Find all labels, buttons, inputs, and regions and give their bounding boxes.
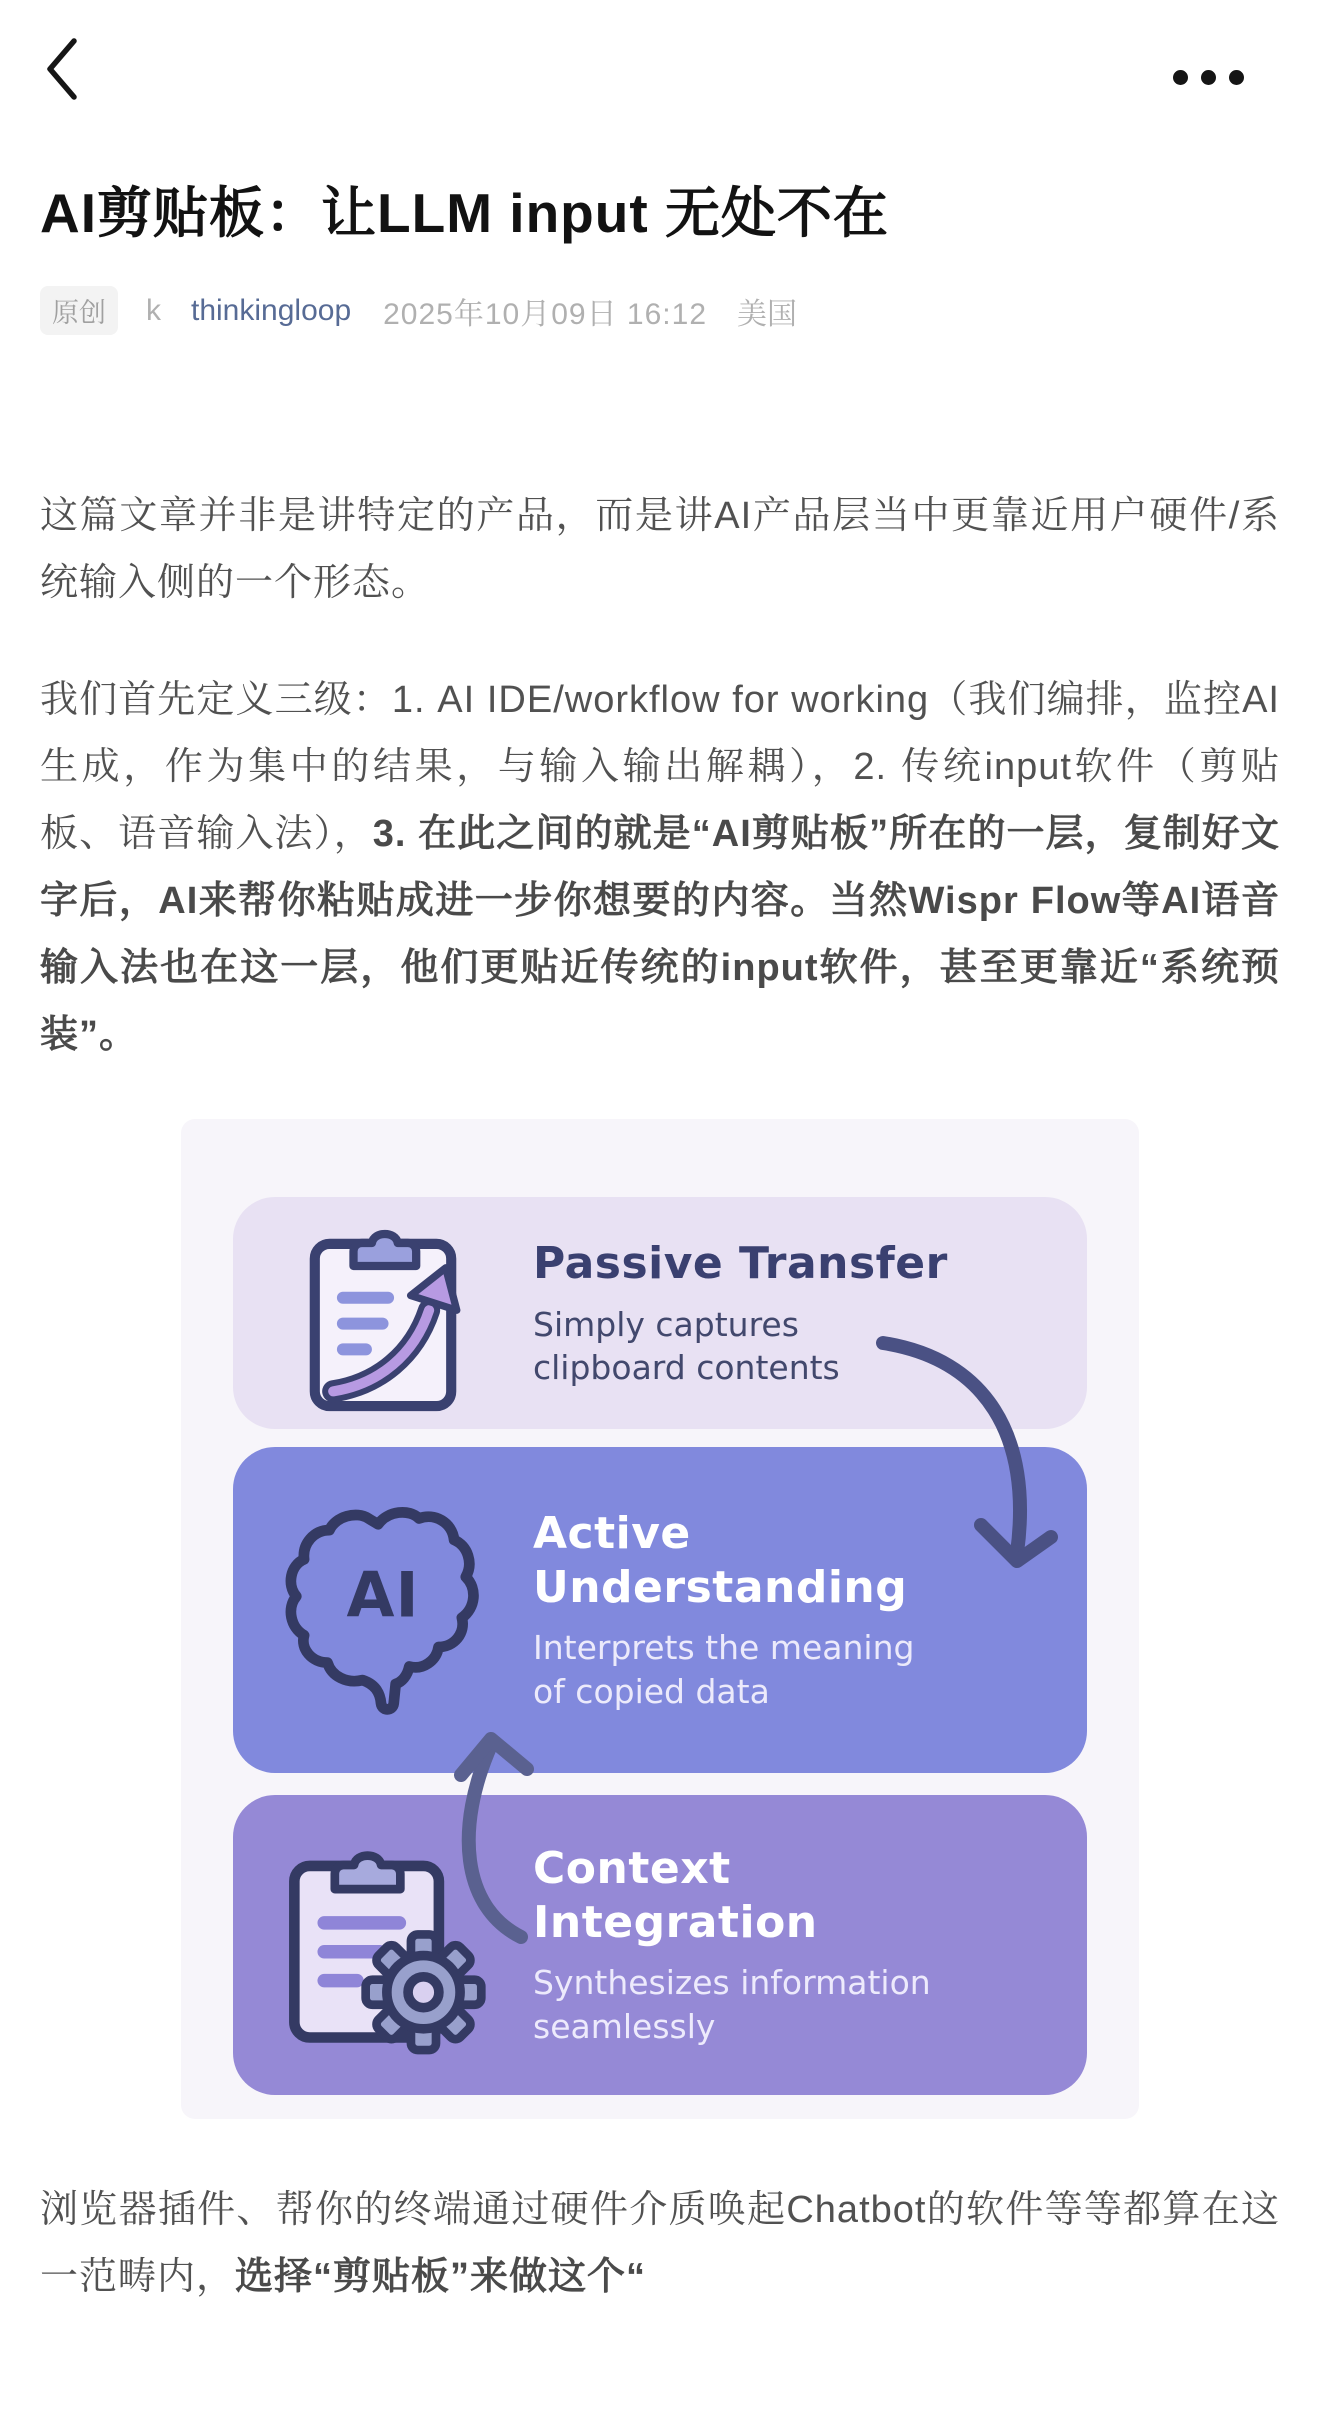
card-context-integration xyxy=(233,1795,1087,2095)
back-button[interactable] xyxy=(42,36,86,102)
top-bar xyxy=(40,0,1280,118)
ellipsis-icon-dot xyxy=(1229,70,1244,85)
card-subtitle: Simply captures clipboard contents xyxy=(533,1304,840,1388)
paragraph-2-normal: 我们首先定义三级：1. AI IDE/workflow for working（我们编排，监控AI生成，作为集中的结果，与输入输出解耦），2. 传统input软件（剪贴板、语音输入法）， xyxy=(40,679,1280,856)
original-badge: 原创 xyxy=(40,286,118,335)
paragraph-1: 这篇文章并非是讲特定的产品，而是讲AI产品层当中更靠近用户硬件/系统输入侧的一个形态。 xyxy=(40,495,1280,605)
card-title: Passive Transfer xyxy=(533,1237,948,1289)
paragraph-3-bold: 选择“剪贴板”来做这个“ xyxy=(235,2256,647,2299)
chevron-left-icon xyxy=(42,36,82,102)
clipboard-arrow-icon xyxy=(233,1207,533,1419)
paragraph-2 xyxy=(40,667,1280,1069)
diagram-cards xyxy=(233,1197,1087,2095)
publish-datetime: 2025年10月09日 16:12 xyxy=(383,297,708,331)
ellipsis-icon-dot xyxy=(1173,70,1188,85)
publish-location: 美国 xyxy=(737,297,798,331)
author-name: k xyxy=(146,293,161,327)
paragraph-2-bold: 3. 在此之间的就是“AI剪贴板”所在的一层，复制好文字后，AI来帮你粘贴成进一步你想要的内容。当然Wispr Flow等AI语音输入法也在这一层，他们更贴近传统的input软件，甚至更靠近“系统预装”。 xyxy=(40,813,1280,1057)
account-name-link[interactable]: thinkingloop xyxy=(191,293,352,327)
card-subtitle: Interprets the meaning of copied data xyxy=(533,1628,915,1711)
more-menu-button[interactable] xyxy=(1169,62,1248,93)
ai-brain-label: AI xyxy=(346,1558,420,1632)
card-passive-transfer xyxy=(233,1197,1087,1429)
ai-brain-icon xyxy=(233,1500,533,1720)
clipboard-gear-icon xyxy=(233,1829,533,2061)
card-subtitle: Synthesizes information seamlessly xyxy=(533,1963,931,2046)
ellipsis-icon-dot xyxy=(1201,70,1216,85)
paragraph-3 xyxy=(40,2177,1280,2311)
card-text xyxy=(533,1842,1087,2048)
card-text xyxy=(533,1237,1087,1390)
article-title: AI剪贴板：让LLM input 无处不在 xyxy=(40,182,889,244)
card-title: Context Integration xyxy=(533,1843,818,1948)
card-title: Active Understanding xyxy=(533,1508,908,1613)
paragraph-3-normal: 浏览器插件、帮你的终端通过硬件介质唤起Chatbot的软件等等都算在这一范畴内， xyxy=(40,2189,1280,2299)
card-active-understanding xyxy=(233,1447,1087,1773)
card-text xyxy=(533,1507,1087,1713)
article-image[interactable] xyxy=(181,1119,1139,2119)
article-meta xyxy=(40,286,1280,335)
